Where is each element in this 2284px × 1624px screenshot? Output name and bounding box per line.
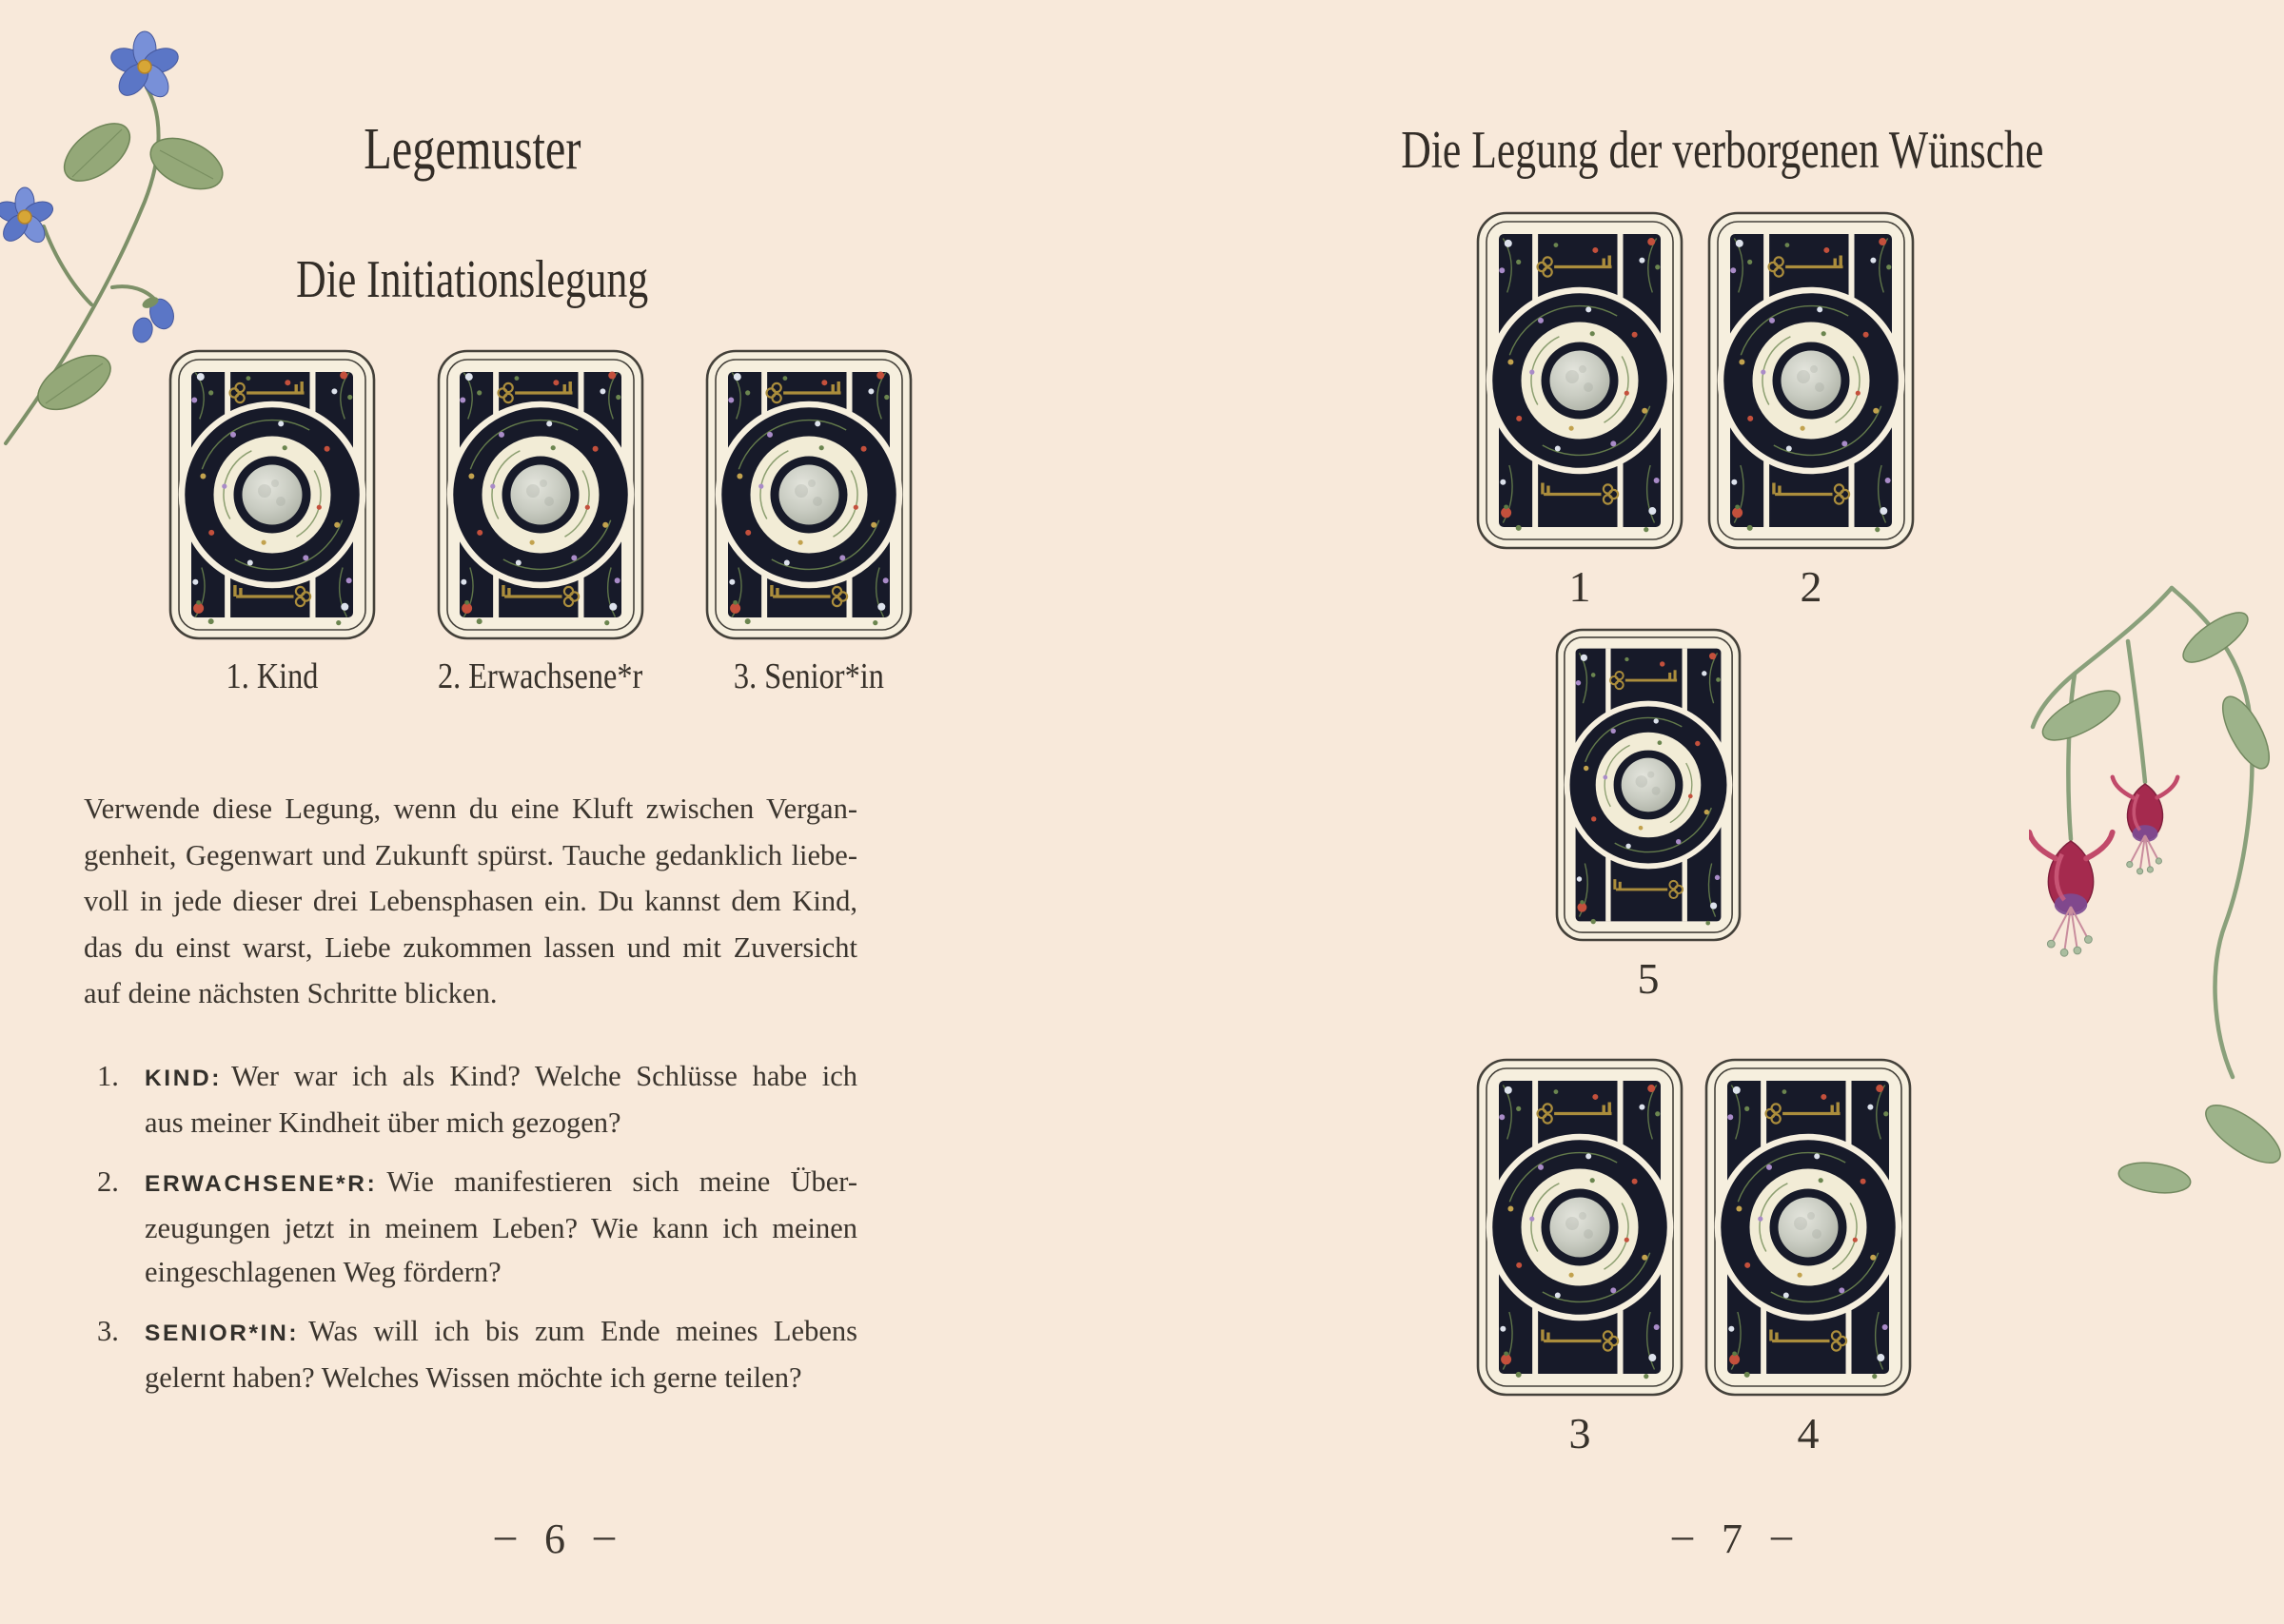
page-number-right: [1551, 1512, 1913, 1563]
list-item-line: aus meiner Kindheit über mich gezogen?: [145, 1106, 621, 1139]
dash-icon: –: [594, 1512, 615, 1558]
page-title-text: Legemuster: [363, 117, 581, 182]
paragraph-line: Verwende diese Legung, wenn du eine Kluft zwischen Vergan-: [84, 792, 857, 825]
spread-position-4: [1704, 1058, 1912, 1458]
list-item-line: KIND: Wer war ich als Kind? Welche Schlüsse habe ich: [145, 1060, 857, 1092]
list-item-number: 2.: [97, 1165, 119, 1198]
list-item-line: zeugungen jetzt in meinem Leben? Wie kann ich meinen: [145, 1212, 857, 1244]
dash-icon: –: [495, 1512, 516, 1558]
spread-description: [84, 786, 857, 1017]
tarot-card-back: [1707, 211, 1915, 550]
tarot-card-back: [1704, 1058, 1912, 1397]
spread-position-3: [1476, 1058, 1683, 1458]
page-title: [0, 116, 944, 184]
card-position-number: 3: [1568, 1409, 1591, 1458]
list-item-3: [84, 1309, 857, 1399]
card-label: 1. Kind: [226, 656, 319, 696]
card-slot-2: [437, 349, 644, 697]
tarot-card-back: [437, 349, 644, 640]
paragraph-line: das du einst warst, Liebe zukommen lassen und mit Zuversicht: [84, 930, 857, 964]
page-number-left: [374, 1512, 736, 1563]
list-item-1: [84, 1054, 857, 1145]
fuchsia-flower-icon: [2029, 582, 2284, 1201]
paragraph-line: auf deine nächsten Schritte blicken.: [84, 977, 498, 1009]
paragraph-line: voll in jede dieser drei Lebensphasen ein. Du kannst dem Kind,: [84, 885, 857, 917]
initiation-spread-cards: [168, 349, 913, 697]
page-number-value: 7: [1722, 1516, 1743, 1562]
spread-subtitle: [0, 249, 944, 310]
right-page-title: [1161, 120, 2284, 181]
list-item-line: gelernt haben? Welches Wissen möchte ich gerne teilen?: [145, 1361, 802, 1394]
spread-position-1: [1476, 211, 1683, 612]
paragraph-line: genheit, Gegenwart und Zukunft spürst. Tauche gedanklich liebe-: [84, 838, 857, 871]
spread-subtitle-text: Die Initiationslegung: [295, 250, 648, 309]
card-position-number: 1: [1568, 562, 1591, 611]
list-item-lead: ERWACHSENE*R:: [145, 1171, 378, 1197]
dash-icon: –: [1672, 1512, 1693, 1558]
page-number-value: 6: [544, 1516, 565, 1562]
list-item-line: ERWACHSENE*R: Wie manifestieren sich meine Über-: [145, 1165, 857, 1198]
tarot-card-back: [1476, 1058, 1683, 1397]
right-page-title-text: Die Legung der verborgenen Wünsche: [1401, 121, 2044, 180]
tarot-card-back: [168, 349, 376, 640]
list-item-lead: KIND:: [145, 1066, 223, 1091]
list-item-2: [84, 1160, 857, 1294]
card-label: 3. Senior*in: [734, 656, 884, 696]
list-item-line: eingeschlagenen Weg fördern?: [145, 1256, 502, 1288]
list-item-number: 3.: [97, 1315, 119, 1347]
list-item-lead: SENIOR*IN:: [145, 1321, 300, 1346]
spread-positions-list: [84, 1054, 857, 1415]
spread-position-5: [1555, 628, 1742, 1004]
list-item-number: 1.: [97, 1060, 119, 1092]
tarot-card-back: [1476, 211, 1683, 550]
dash-icon: –: [1771, 1512, 1792, 1558]
card-position-number: 4: [1797, 1409, 1820, 1458]
card-slot-3: [705, 349, 913, 697]
list-item-line: SENIOR*IN: Was will ich bis zum Ende meines Lebens: [145, 1315, 857, 1347]
tarot-card-back: [1555, 628, 1742, 942]
tarot-card-back: [705, 349, 913, 640]
spread-position-2: [1707, 211, 1915, 612]
card-label: 2. Erwachsene*r: [438, 656, 643, 696]
card-slot-1: [168, 349, 376, 697]
card-position-number: 5: [1637, 954, 1660, 1003]
card-position-number: 2: [1800, 562, 1822, 611]
